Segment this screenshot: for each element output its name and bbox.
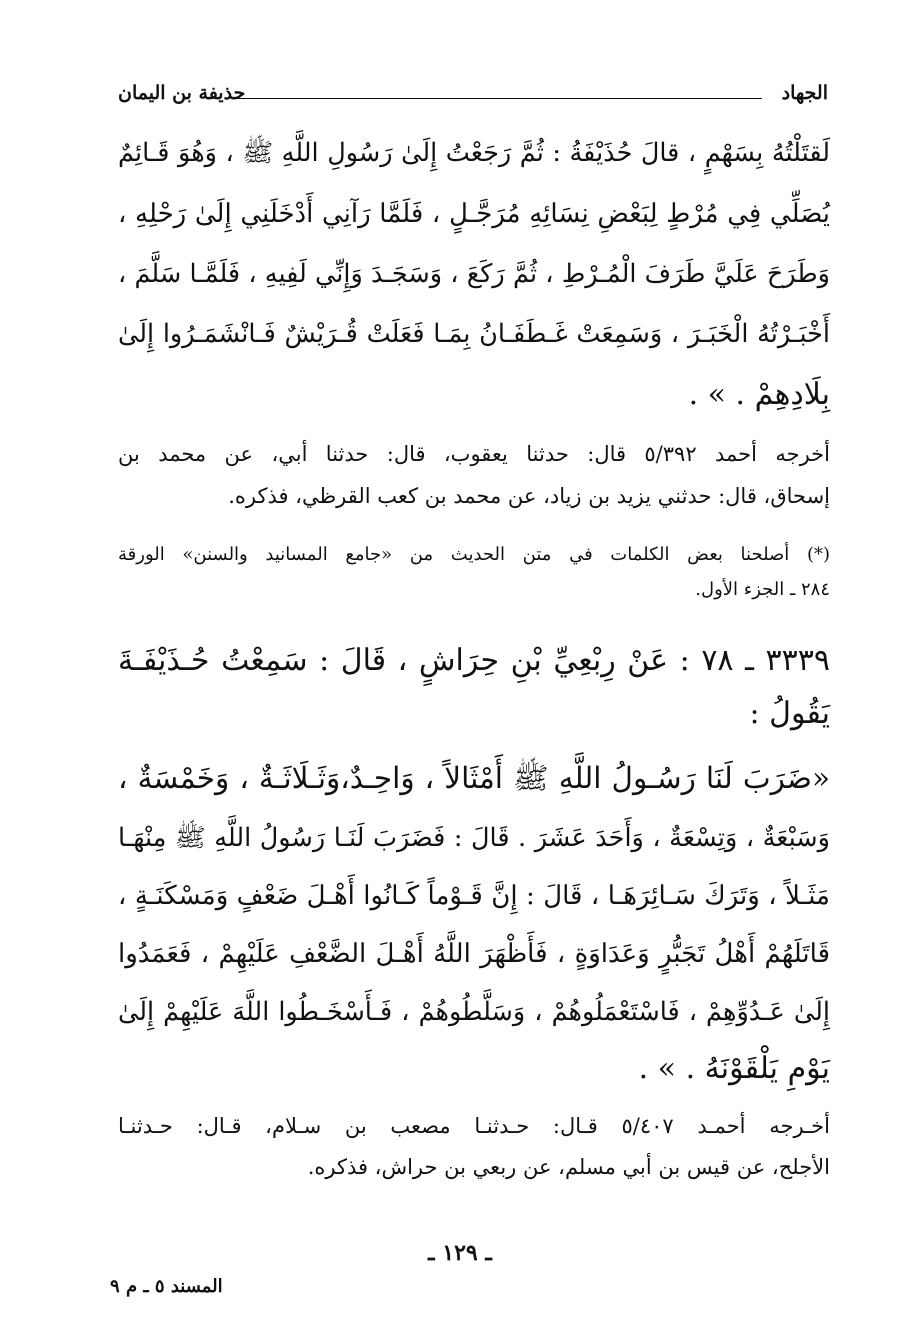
takhrij-line: أخـرجه أحمـد ٥/٤٠٧ قـال: حـدثنـا مصعب بن سـلام، قـال: حـدثنـا bbox=[118, 1114, 830, 1138]
footnote-line: ٢٨٤ ـ الجزء الأول. bbox=[695, 579, 830, 600]
text-line: إِلَىٰ عَـدُوِّهِمْ ، فَاسْتَعْمَلُوهُمْ ، وَسَلَّطُوهُمْ ، فَـأَسْخَـطُوا اللَّهَ عَلَيْهِمْ إِلَىٰ bbox=[118, 997, 830, 1027]
text-line: أَخْبَـرْتُهُ الْخَبَـرَ ، وَسَمِعَتْ غَـطَفَـانُ بِمَـا فَعَلَتْ قُـرَيْشٌ فَـانْشَمَـرُوا إِلَىٰ bbox=[118, 319, 830, 349]
text-line: بِلَادِهِمْ . » . bbox=[688, 377, 830, 412]
text-line: يَقُولُ : bbox=[749, 696, 830, 731]
text-line: وَسَبْعَةٌ ، وَتِسْعَةٌ ، وَأَحَدَ عَشَرَ . قَالَ : فَضَرَبَ لَنَـا رَسُولُ اللَّهِ ﷺ مِنْهَـا bbox=[118, 823, 830, 853]
text-line: مَثَـلاً ، وَتَرَكَ سَـائِرَهَـا ، قَالَ : إِنَّ قَـوْماً كَـانُوا أَهْـلَ ضَعْفٍ وَمَسْكَنَـةٍ ، bbox=[118, 881, 830, 911]
signature-mark: المسند ٥ ـ م ٩ bbox=[110, 1276, 223, 1297]
text-line: يَوْمِ يَلْقَوْنَهُ . » . bbox=[638, 1051, 830, 1086]
hadith-number-line: ٣٣٣٩ ـ ٧٨ : عَنْ رِبْعِيِّ بْنِ حِرَاشٍ ، قَالَ : سَمِعْتُ حُـذَيْفَـةَ bbox=[118, 643, 830, 678]
footnote-line: (*) أصلحنا بعض الكلمات في متن الحديث من «جامع المسانيد والسنن» الورقة bbox=[118, 544, 830, 565]
text-line: لَقتَلْتُهُ بِسَهْمٍ ، قالَ حُذَيْفَةُ : ثُمَّ رَجَعْتُ إِلَىٰ رَسُولِ اللَّهِ ﷺ ، وَهُوَ قَـائِمٌ bbox=[118, 138, 830, 168]
header-rule bbox=[236, 98, 762, 99]
text-line: «ضَرَبَ لَنَا رَسُـولُ اللَّهِ ﷺ أَمْثَالاً ، وَاحِـدٌ،وَثَـلَاثَـةٌ ، وَخَمْسَةٌ ، bbox=[118, 761, 830, 795]
text-line: وَطَرَحَ عَلَيَّ طَرَفَ الْمُـرْطِ ، ثُمَّ رَكَعَ ، وَسَجَـدَ وَإِنِّي لَفِيهِ ، فَلَمَّـا سَلَّمَ ، bbox=[118, 259, 830, 289]
takhrij-line: الأجلح، عن قيس بن أبي مسلم، عن ربعي بن حراش، فذكره. bbox=[307, 1155, 830, 1179]
page-number: ـ ١٢٩ ـ bbox=[428, 1240, 492, 1266]
chapter-title: الجهاد bbox=[781, 82, 828, 104]
text-line: قَاتَلَهُمْ أَهْلُ تَجَبُّرٍ وَعَدَاوَةٍ ، فَأَظْهَرَ اللَّهُ أَهْـلَ الضَّعْفِ عَلَيْهِمْ ، فَعَمَدُوا bbox=[118, 939, 830, 969]
takhrij-line: إسحاق، قال: حدثني يزيد بن زياد، عن محمد بن كعب القرظي، فذكره. bbox=[228, 484, 830, 508]
narrator-title: حذيفة بن اليمان bbox=[118, 82, 246, 104]
running-header bbox=[118, 82, 828, 112]
takhrij-line: أخرجه أحمد ٥/٣٩٢ قال: حدثنا يعقوب، قال: حدثنا أبي، عن محمد بن bbox=[118, 442, 830, 466]
text-line: يُصَلِّي فِي مُرْطٍ لِبَعْضِ نِسَائِهِ مُرَجَّـلٍ ، فَلَمَّا رَآنِي أَدْخَلَنِي إِلَىٰ رَحْلِهِ ، bbox=[118, 199, 830, 229]
